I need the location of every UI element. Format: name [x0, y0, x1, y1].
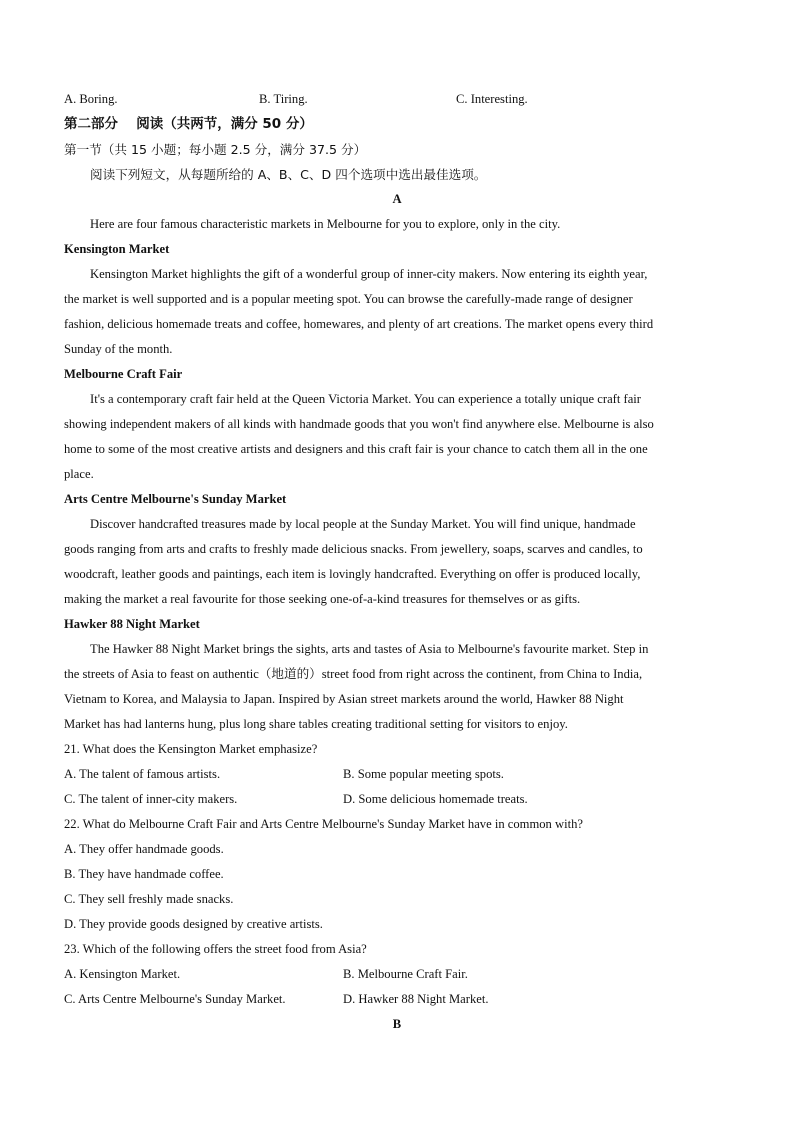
market-title-hawker: Hawker 88 Night Market	[64, 617, 200, 631]
prev-option-b: B. Tiring.	[259, 92, 308, 106]
paragraph-line: woodcraft, leather goods and paintings, each item is lovingly handcrafted. Everything on offer is produced locally,	[64, 567, 641, 581]
question-21-option-c[interactable]: C. The talent of inner-city makers.	[64, 792, 238, 806]
paragraph-line: the streets of Asia to feast on authentic（地道的）street food from right across the continent, from China to India,	[64, 667, 643, 681]
question-22-option-b[interactable]: B. They have handmade coffee.	[64, 867, 224, 881]
section-heading: 第二部分 阅读（共两节，满分 50 分）	[64, 116, 313, 132]
paragraph-line: showing independent makers of all kinds with handmade goods that you won't find anywhere else. Melbourne is also	[64, 417, 654, 431]
paragraph-line: making the market a real favourite for those seeking one-of-a-kind treasures for themselves or as gifts.	[64, 592, 581, 606]
prev-option-c: C. Interesting.	[456, 92, 528, 106]
question-21-option-b[interactable]: B. Some popular meeting spots.	[343, 767, 504, 781]
paragraph-line: Sunday of the month.	[64, 342, 173, 356]
passage-intro: Here are four famous characteristic markets in Melbourne for you to explore, only in the city.	[90, 217, 561, 231]
question-23-option-d[interactable]: D. Hawker 88 Night Market.	[343, 992, 489, 1006]
subsection-heading: 第一节（共 15 小题；每小题 2.5 分，满分 37.5 分）	[64, 142, 367, 157]
question-23-stem: 23. Which of the following offers the street food from Asia?	[64, 942, 367, 956]
paragraph-line: fashion, delicious homemade treats and coffee, homewares, and plenty of art creations. The market opens every third	[64, 317, 654, 331]
paragraph-line: It's a contemporary craft fair held at the Queen Victoria Market. You can experience a totally unique craft fair	[90, 392, 641, 406]
passage-b-label: B	[392, 1017, 402, 1031]
question-21-stem: 21. What does the Kensington Market emphasize?	[64, 742, 318, 756]
question-22-option-c[interactable]: C. They sell freshly made snacks.	[64, 892, 234, 906]
question-23-option-b[interactable]: B. Melbourne Craft Fair.	[343, 967, 468, 981]
question-23-option-c[interactable]: C. Arts Centre Melbourne's Sunday Market.	[64, 992, 286, 1006]
paragraph-line: Discover handcrafted treasures made by local people at the Sunday Market. You will find unique, handmade	[90, 517, 636, 531]
paragraph-line: place.	[64, 467, 94, 481]
paragraph-line: Kensington Market highlights the gift of a wonderful group of inner-city makers. Now entering its eighth year,	[90, 267, 648, 281]
paragraph-line: the market is well supported and is a popular meeting spot. You can browse the carefully-made range of designer	[64, 292, 633, 306]
question-22-option-a[interactable]: A. They offer handmade goods.	[64, 842, 224, 856]
question-22-option-d[interactable]: D. They provide goods designed by creative artists.	[64, 917, 323, 931]
market-title-sunday-market: Arts Centre Melbourne's Sunday Market	[64, 492, 287, 506]
paragraph-line: The Hawker 88 Night Market brings the sights, arts and tastes of Asia to Melbourne's favourite market. Step in	[90, 642, 649, 656]
question-22-stem: 22. What do Melbourne Craft Fair and Arts Centre Melbourne's Sunday Market have in common with?	[64, 817, 583, 831]
prev-option-a: A. Boring.	[64, 92, 118, 106]
market-title-kensington: Kensington Market	[64, 242, 170, 256]
question-23-option-a[interactable]: A. Kensington Market.	[64, 967, 181, 981]
market-title-craft-fair: Melbourne Craft Fair	[64, 367, 183, 381]
paragraph-line: goods ranging from arts and crafts to freshly made delicious snacks. From jewellery, soaps, scarves and candles, to	[64, 542, 643, 556]
question-21-option-a[interactable]: A. The talent of famous artists.	[64, 767, 221, 781]
paragraph-line: home to some of the most creative artists and designers and this craft fair is your chance to catch them all in the one	[64, 442, 648, 456]
paragraph-line: Market has had lanterns hung, plus long share tables creating traditional setting for visitors to enjoy.	[64, 717, 568, 731]
passage-a-label: A	[392, 192, 402, 206]
instruction: 阅读下列短文，从每题所给的 A、B、C、D 四个选项中选出最佳选项。	[90, 167, 487, 182]
paragraph-line: Vietnam to Korea, and Malaysia to Japan. Inspired by Asian street markets around the world, Hawker 88 Night	[64, 692, 624, 706]
question-21-option-d[interactable]: D. Some delicious homemade treats.	[343, 792, 528, 806]
